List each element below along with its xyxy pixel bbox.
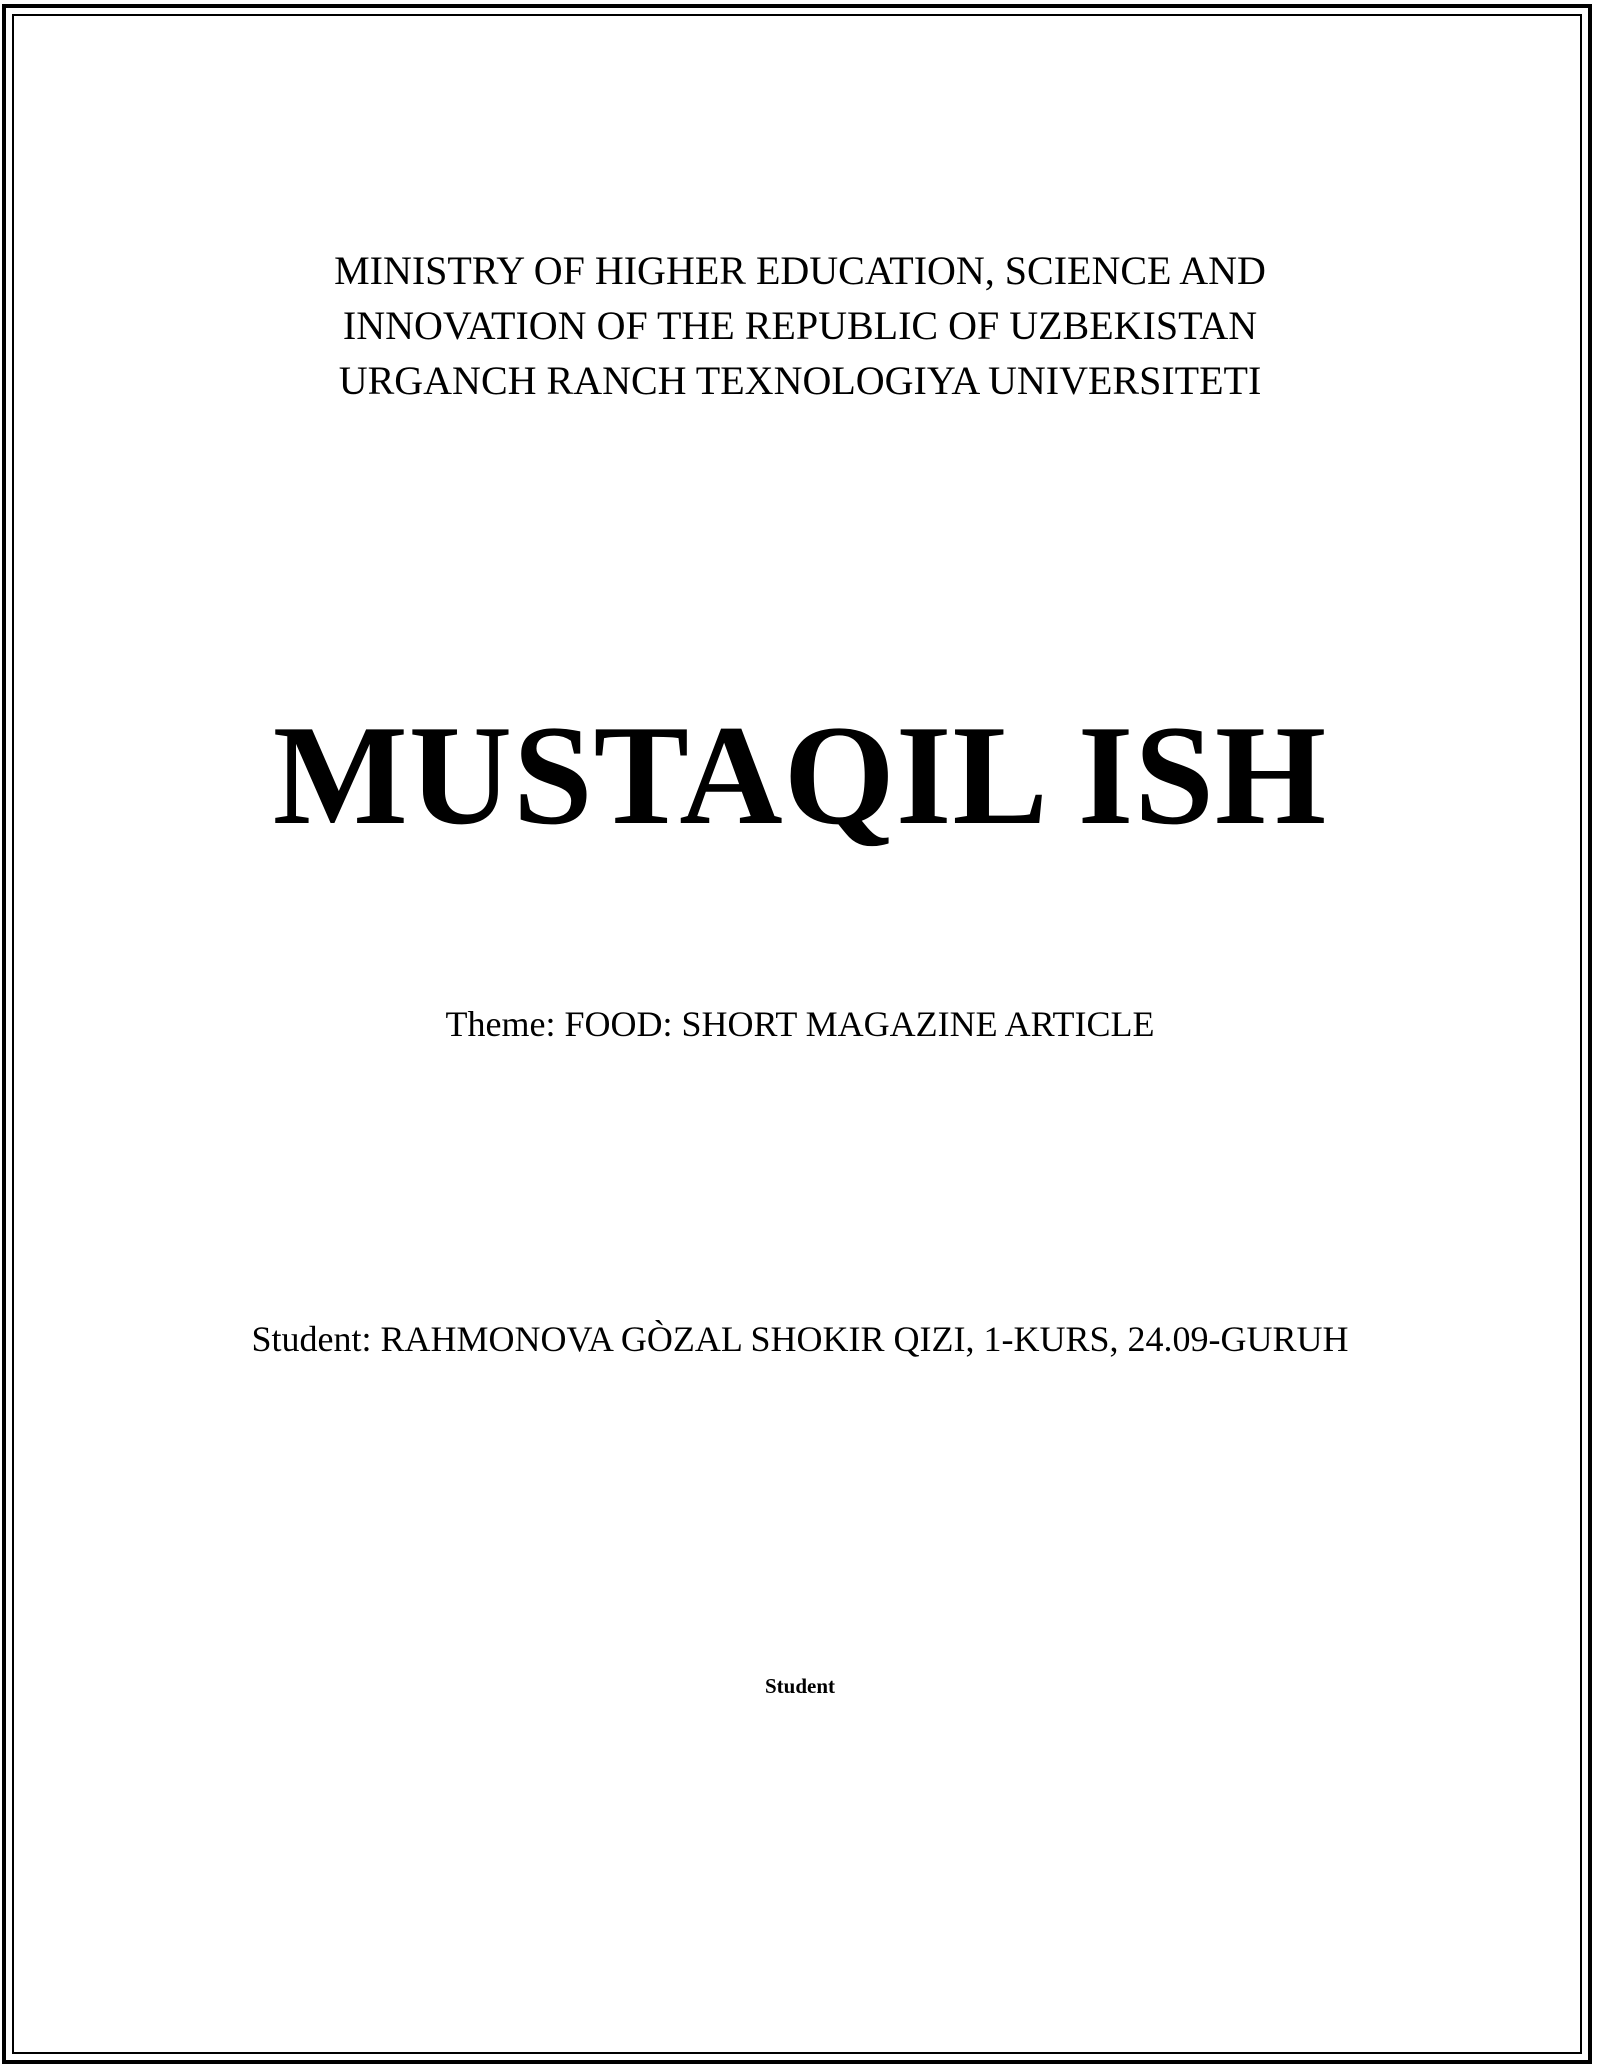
student-info-line: Student: RAHMONOVA GÒZAL SHOKIR QIZI, 1-KURS, 24.09-GURUH	[251, 1319, 1349, 1359]
header-line-republic: INNOVATION OF THE REPUBLIC OF UZBEKISTAN	[342, 303, 1258, 348]
theme-line: Theme: FOOD: SHORT MAGAZINE ARTICLE	[445, 1004, 1155, 1044]
document-title: MUSTAQIL ISH	[272, 696, 1328, 854]
institution-header	[0, 243, 1600, 408]
header-line-ministry: MINISTRY OF HIGHER EDUCATION, SCIENCE AND	[334, 248, 1266, 293]
student-label: Student	[764, 1674, 836, 1698]
header-line-university: URGANCH RANCH TEXNOLOGIYA UNIVERSITETI	[338, 358, 1262, 403]
